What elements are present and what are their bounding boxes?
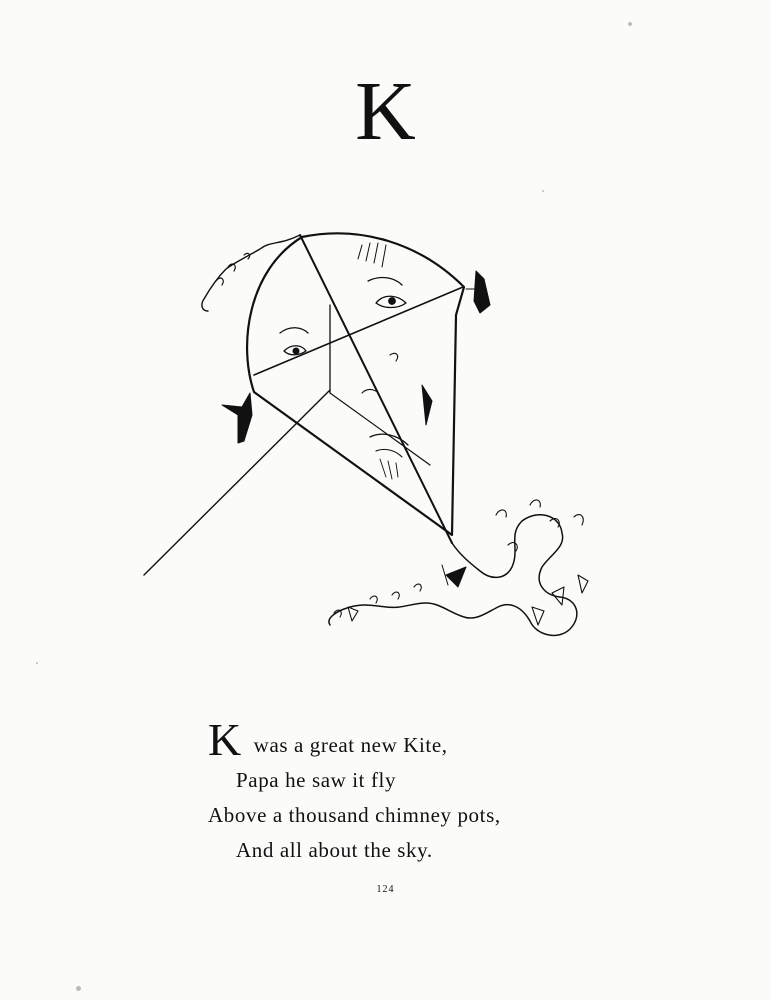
kite-frame	[247, 233, 464, 535]
verse-line: Papa he saw it fly	[236, 768, 397, 792]
kite-spar-vertical	[300, 235, 452, 543]
paper-speck	[542, 190, 544, 192]
kite-string	[144, 390, 330, 575]
kite-bow-right	[466, 271, 490, 313]
kite-face-right-eye	[368, 278, 406, 308]
paper-speck	[628, 22, 632, 26]
kite-bow-left	[222, 393, 252, 443]
chapter-letter: K	[355, 65, 416, 158]
page-number: 124	[376, 884, 395, 895]
verse	[208, 714, 608, 868]
verse-line: Above a thousand chimney pots,	[208, 803, 501, 827]
paper-speck	[36, 662, 38, 664]
kite-face-left-eye	[280, 328, 308, 355]
verse-line	[208, 714, 608, 765]
verse-line-1-text: was a great new Kite,	[247, 733, 448, 757]
paper-speck	[76, 986, 81, 991]
kite-illustration	[130, 215, 620, 655]
kite-spar-horizontal	[254, 287, 463, 375]
kite-tassel	[202, 235, 300, 311]
verse-line: And all about the sky.	[236, 838, 433, 862]
verse-drop-cap: K	[208, 714, 242, 765]
